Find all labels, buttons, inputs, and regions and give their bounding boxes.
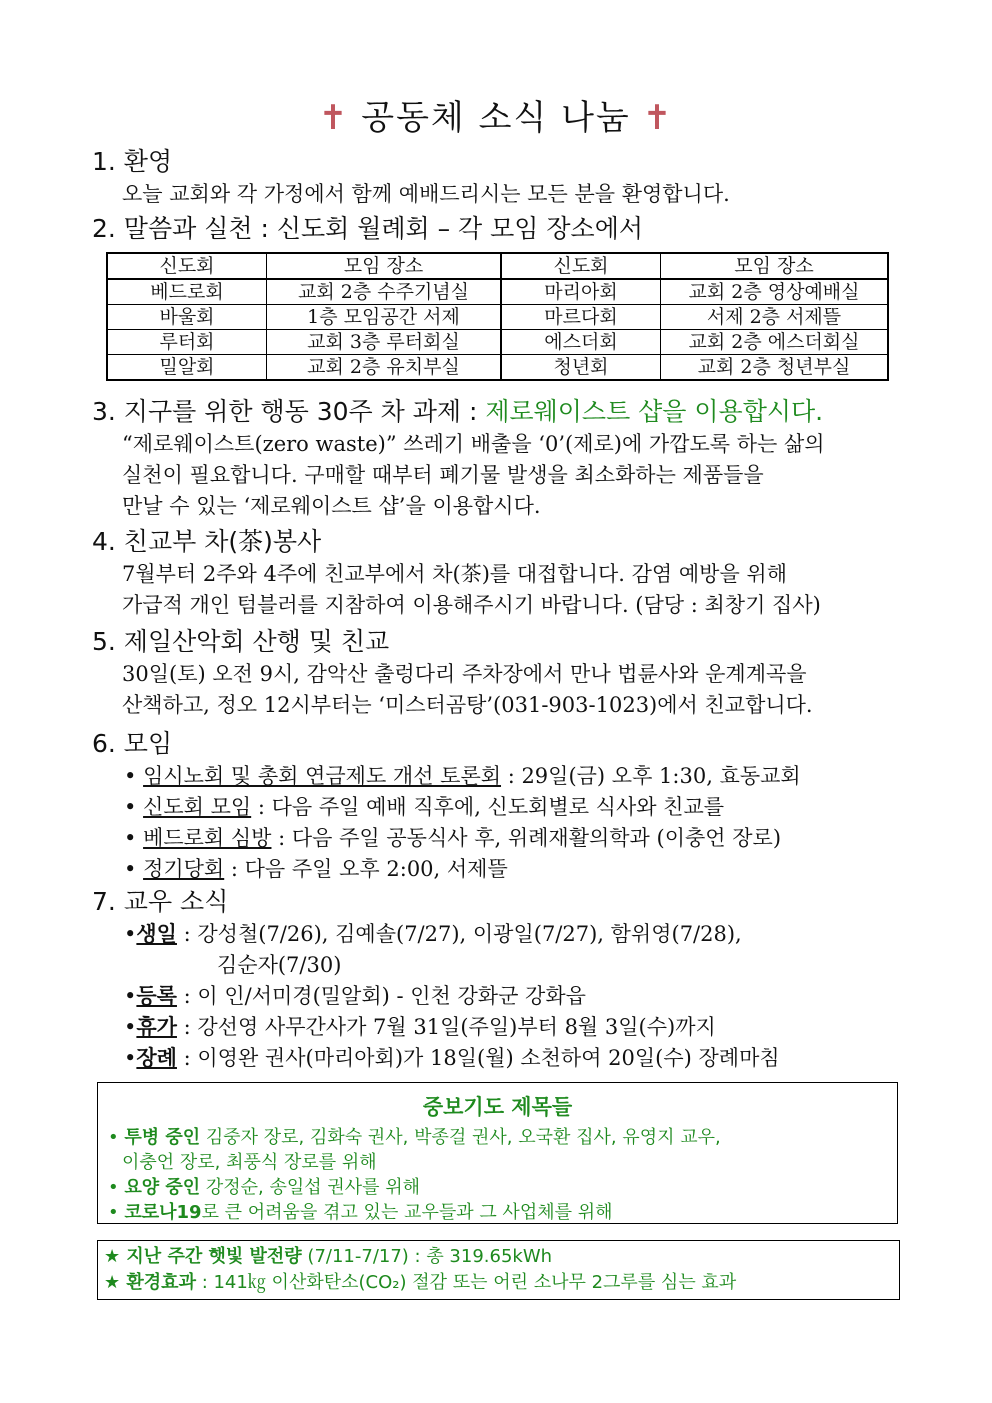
solar-line	[104, 1270, 899, 1296]
table-cell: 마르다회	[501, 305, 661, 330]
item-text: : 다음 주일 공동식사 후, 위례재활의학과 (이충언 장로)	[271, 826, 782, 850]
section-line: 실천이 필요합니다. 구매할 때부터 폐기물 발생을 최소화하는 제품들을	[122, 463, 764, 487]
item-text: : 29일(금) 오후 1:30, 효동교회	[501, 764, 801, 788]
table-header: 신도회	[107, 253, 267, 279]
table-cell: 베드로회	[107, 279, 267, 305]
item-label: 베드로회 심방	[143, 826, 272, 850]
group-location-table	[106, 252, 889, 381]
prayer-box	[97, 1082, 898, 1224]
table-row	[107, 330, 888, 355]
section-line: 산책하고, 정오 12시부터는 ‘미스터곰탕’(031-903-1023)에서 친교합니다.	[122, 693, 813, 717]
item-label: 등록	[136, 984, 177, 1008]
item-text: : 다음 주일 예배 직후에, 신도회별로 식사와 친교를	[251, 795, 725, 819]
section-heading: 1. 환영	[92, 147, 173, 176]
item-label: 휴가	[136, 1015, 177, 1039]
table-header: 모임 장소	[661, 253, 889, 279]
table-cell: 교회 3층 루터회실	[267, 330, 502, 355]
list-item: • 신도회 모임 : 다음 주일 예배 직후에, 신도회별로 식사와 친교를	[124, 795, 725, 819]
prayer-text: 김중자 장로, 김화숙 권사, 박종걸 권사, 오국환 집사, 유영지 교우,	[200, 1127, 721, 1148]
table-header-row	[107, 253, 888, 279]
section-heading: 2. 말씀과 실천 : 신도회 월례회 – 각 모임 장소에서	[92, 214, 643, 243]
prayer-item: • 요양 중인 강정순, 송일섭 권사를 위해	[108, 1177, 421, 1198]
list-item: •생일 : 강성철(7/26), 김예솔(7/27), 이광일(7/27), 함위영(7/28),	[124, 922, 742, 946]
table-cell: 바울회	[107, 305, 267, 330]
section-text: 오늘 교회와 각 가정에서 함께 예배드리시는 모든 분을 환영합니다.	[122, 182, 730, 206]
item-label: 임시노회 및 총회 연금제도 개선 토론회	[143, 764, 502, 788]
item-label: 정기당회	[143, 857, 225, 881]
list-item: • 베드로회 심방 : 다음 주일 공동식사 후, 위례재활의학과 (이충언 장로)	[124, 826, 782, 850]
section-heading: 4. 친교부 차(茶)봉사	[92, 527, 322, 556]
section-line: 30일(토) 오전 9시, 감악산 출렁다리 주차장에서 만나 법륜사와 운계계곡을	[122, 662, 807, 686]
item-text: : 다음 주일 오후 2:00, 서제뜰	[224, 857, 508, 881]
prayer-label: 투병 중인	[124, 1127, 201, 1148]
item-text: : 이영완 권사(마리아회)가 18일(월) 소천하여 20일(수) 장례마침	[176, 1046, 780, 1070]
page-title	[0, 90, 992, 139]
section-member-news	[92, 885, 902, 1074]
table-cell: 마리아회	[501, 279, 661, 305]
section-word-practice	[92, 212, 902, 246]
prayer-item-continuation: 이충언 장로, 최풍식 장로를 위해	[122, 1152, 377, 1173]
solar-text: : 141㎏ 이산화탄소(CO₂) 절감 또는 어린 소나무 2그루를 심는 효과	[195, 1272, 737, 1293]
table-cell: 1층 모임공간 서제	[267, 305, 502, 330]
prayer-label: 코로나19	[124, 1202, 202, 1223]
cross-icon: ✝	[642, 98, 674, 138]
prayer-item: • 투병 중인 김중자 장로, 김화숙 권사, 박종걸 권사, 오국환 집사, 유영지 교우,	[108, 1127, 721, 1148]
table-row	[107, 355, 888, 381]
table-cell: 교회 2층 수주기념실	[267, 279, 502, 305]
section-line: “제로웨이스트(zero waste)” 쓰레기 배출을 ‘0’(제로)에 가깝도록 하는 삶의	[122, 432, 825, 456]
section-welcome	[92, 145, 902, 210]
table-row	[107, 279, 888, 305]
solar-label: ★ 지난 주간 햇빛 발전량	[104, 1246, 302, 1267]
section-meetings	[92, 727, 902, 885]
prayer-label: 요양 중인	[124, 1177, 201, 1198]
section-line: 7월부터 2주와 4주에 친교부에서 차(茶)를 대접합니다. 감염 예방을 위해	[122, 562, 787, 586]
section-hiking	[92, 625, 902, 721]
table-cell: 교회 2층 에스더회실	[661, 330, 889, 355]
solar-text: (7/11-7/17) : 총 319.65kWh	[301, 1246, 553, 1267]
list-item: •장례 : 이영완 권사(마리아회)가 18일(월) 소천하여 20일(수) 장례마침	[124, 1046, 780, 1070]
cross-icon: ✝	[318, 98, 350, 138]
heading-highlight: 제로웨이스트 샵을 이용합시다.	[485, 397, 824, 426]
table-cell: 교회 2층 유치부실	[267, 355, 502, 381]
list-item: •등록 : 이 인/서미경(밀알회) - 인천 강화군 강화읍	[124, 984, 586, 1008]
page-title-text: 공동체 소식 나눔	[361, 98, 631, 138]
table-cell: 루터회	[107, 330, 267, 355]
table-cell: 청년회	[501, 355, 661, 381]
section-earth-action	[92, 395, 902, 522]
solar-line	[104, 1244, 899, 1270]
table-cell: 에스더회	[501, 330, 661, 355]
table-cell: 교회 2층 청년부실	[661, 355, 889, 381]
table-header: 신도회	[501, 253, 661, 279]
prayer-text: 강정순, 송일섭 권사를 위해	[200, 1177, 421, 1198]
prayer-text: 로 큰 어려움을 겪고 있는 교우들과 그 사업체를 위해	[201, 1202, 613, 1223]
table-header: 모임 장소	[267, 253, 502, 279]
section-heading: 7. 교우 소식	[92, 887, 229, 916]
table-cell: 서제 2층 서제뜰	[661, 305, 889, 330]
section-heading	[92, 395, 902, 429]
item-text: : 강선영 사무간사가 7월 31일(주일)부터 8월 3일(수)까지	[176, 1015, 716, 1039]
solar-box	[97, 1240, 900, 1300]
section-line: 가급적 개인 텀블러를 지참하여 이용해주시기 바랍니다. (담당 : 최창기 집사)	[122, 593, 821, 617]
prayer-title: 중보기도 제목들	[422, 1095, 573, 1119]
item-label: 생일	[136, 922, 177, 946]
item-label: 신도회 모임	[143, 795, 252, 819]
list-item-continuation: 김순자(7/30)	[217, 953, 342, 977]
item-label: 장례	[136, 1046, 177, 1070]
table-cell: 밀알회	[107, 355, 267, 381]
prayer-item: • 코로나19로 큰 어려움을 겪고 있는 교우들과 그 사업체를 위해	[108, 1202, 613, 1223]
item-text: : 이 인/서미경(밀알회) - 인천 강화군 강화읍	[176, 984, 586, 1008]
item-text: : 강성철(7/26), 김예솔(7/27), 이광일(7/27), 함위영(7/28),	[176, 922, 742, 946]
section-line: 만날 수 있는 ‘제로웨이스트 샵’을 이용합시다.	[122, 494, 541, 518]
list-item: • 임시노회 및 총회 연금제도 개선 토론회 : 29일(금) 오후 1:30, 효동교회	[124, 764, 801, 788]
table-row	[107, 305, 888, 330]
table-cell: 교회 2층 영상예배실	[661, 279, 889, 305]
heading-prefix: 3. 지구를 위한 행동 30주 차 과제 :	[92, 397, 486, 426]
section-tea-service	[92, 525, 902, 621]
list-item: •휴가 : 강선영 사무간사가 7월 31일(주일)부터 8월 3일(수)까지	[124, 1015, 716, 1039]
solar-label: ★ 환경효과	[104, 1272, 196, 1293]
section-heading: 5. 제일산악회 산행 및 친교	[92, 627, 390, 656]
list-item: • 정기당회 : 다음 주일 오후 2:00, 서제뜰	[124, 857, 508, 881]
section-heading: 6. 모임	[92, 729, 173, 758]
